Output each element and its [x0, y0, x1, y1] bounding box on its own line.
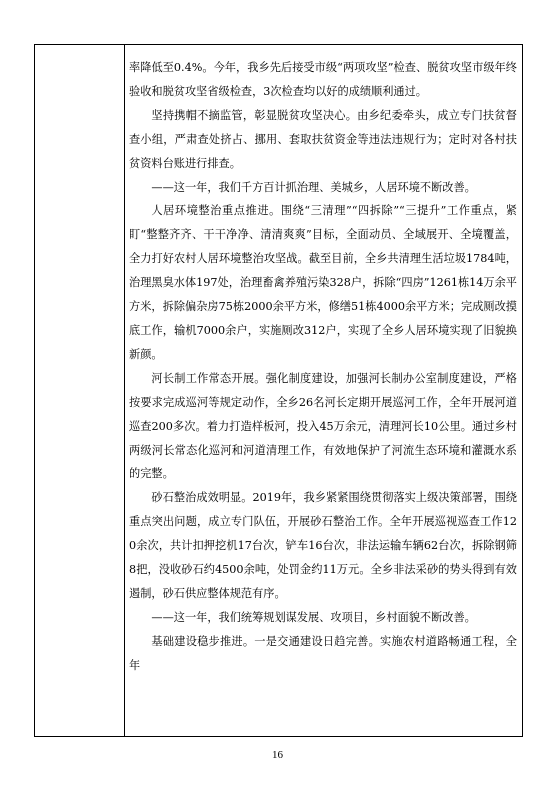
- paragraph: 人居环境整治重点推进。围绕“三清理”“四拆除”“三提升”工作重点，紧盯“整整齐齐、干干净净、清清爽爽”目标，全面动员、全域展开、全境覆盖，全力打好农村人居环境整治攻坚战。截至目前，全乡共清理生活垃圾1784吨，治理黑臭水体197处，治理畜禽养殖污染328户，拆除“四房”1261栋14万余平方米，拆除偏杂房75栋2000余平方米，修缮51栋4000余平方米；完成厕改摸底工作，输机7000余户，实施厕改312户，实现了全乡人居环境实现了旧貌换新颜。: [129, 204, 517, 361]
- paragraph: 坚持携帽不摘监管，彰显脱贫攻坚决心。由乡纪委牵头，成立专门扶贫督查小组，严肃查处挤占、挪用、套取扶贫资金等违法违规行为；定时对各村扶贫资料台账进行排查。: [129, 108, 517, 170]
- paragraph: 河长制工作常态开展。强化制度建设，加强河长制办公室制度建设，严格按要求完成巡河等规定动作，全乡26名河长定期开展巡河工作，全年开展河道巡查200多次。着力打造样板河，投入45万余元，清理河长10公里。通过乡村两级河长常态化巡河和河道清理工作，有效地保护了河流生态环境和灌溉水系的完整。: [129, 371, 517, 481]
- paragraph: ——这一年，我们千方百计抓治理、美城乡，人居环境不断改善。: [151, 180, 476, 194]
- report-body: [129, 56, 517, 678]
- page-number: 16: [272, 749, 283, 761]
- paragraph: 基础建设稳步推进。一是交通建设日趋完善。实施农村道路畅通工程，全年: [129, 634, 517, 672]
- paragraph: 率降低至0.4%。今年，我乡先后接受市级“两项攻坚”检查、脱贫攻坚市级年终验收和脱贫攻坚省级检查，3次检查均以好的成绩顺利通过。: [129, 61, 517, 98]
- table-column-divider: [124, 44, 125, 737]
- paragraph: 砂石整治成效明显。2019年，我乡紧紧围绕贯彻落实上级决策部署，围绕重点突出问题，成立专门队伍，开展砂石整治工作。全年开展巡视巡查工作120余次，共计扣押挖机17台次，铲车16台次，非法运输车辆62台次，拆除钢筛8把，没收砂石约4500余吨，处罚金约11万元。全乡非法采砂的势头得到有效遏制，砂石供应整体规范有序。: [129, 491, 517, 600]
- paragraph: ——这一年，我们统筹规划谋发展、攻项目，乡村面貌不断改善。: [151, 610, 476, 624]
